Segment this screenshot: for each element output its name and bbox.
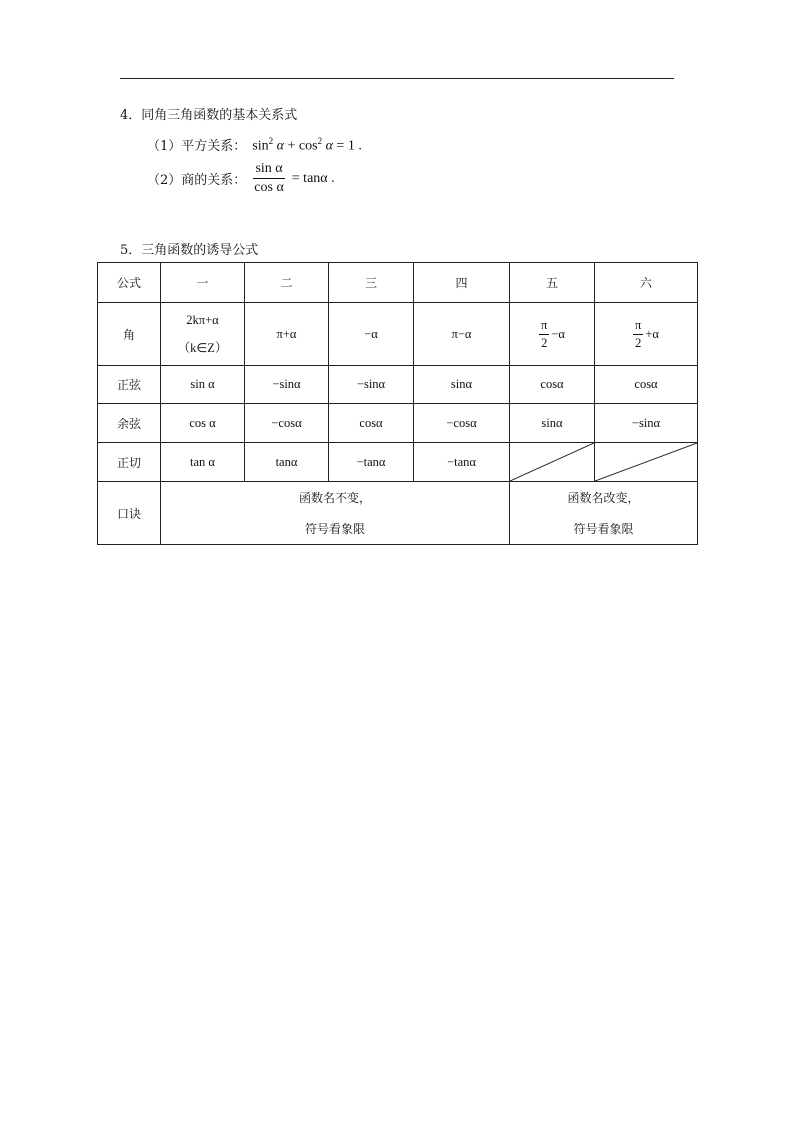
angle-cell xyxy=(595,303,698,366)
quotient-numerator: sin α xyxy=(253,161,284,179)
sine-cell: sin α xyxy=(161,366,245,404)
empty-diagonal-cell xyxy=(595,443,698,482)
section-4-heading: 4．同角三角函数的基本关系式 xyxy=(120,108,298,123)
angle-cell: π−α xyxy=(414,303,510,366)
mnemonic-right-line1: 函数名改变， xyxy=(567,491,640,505)
row-label: 口诀 xyxy=(98,482,161,545)
tangent-cell: −tanα xyxy=(329,443,414,482)
angle-cell: −α xyxy=(329,303,414,366)
tangent-cell: tan α xyxy=(161,443,245,482)
mnemonic-left-cell xyxy=(161,482,510,545)
row-label: 角 xyxy=(98,303,161,366)
header-cell: 公式 xyxy=(98,263,161,303)
header-cell: 一 xyxy=(161,263,245,303)
pi-numerator: π xyxy=(539,318,549,335)
angle-one-top: 2kπ+α xyxy=(186,312,219,327)
quotient-relation-label: （2）商的关系： xyxy=(147,173,247,188)
table-row-sine xyxy=(98,366,698,404)
angle-cell xyxy=(161,303,245,366)
angle-cell xyxy=(510,303,595,366)
angle-tail: −α xyxy=(551,326,565,341)
cosine-cell: cos α xyxy=(161,404,245,443)
table-row-tangent xyxy=(98,443,698,482)
table-row-mnemonic xyxy=(98,482,698,545)
header-cell: 五 xyxy=(510,263,595,303)
pi-denominator: 2 xyxy=(541,335,548,350)
tangent-cell: tanα xyxy=(245,443,329,482)
square-relation-line xyxy=(147,135,362,155)
cosine-cell: −sinα xyxy=(595,404,698,443)
header-cell: 三 xyxy=(329,263,414,303)
table-row-angle xyxy=(98,303,698,366)
sine-cell: cosα xyxy=(595,366,698,404)
row-label: 余弦 xyxy=(98,404,161,443)
quotient-rhs: = tanα . xyxy=(291,170,335,186)
tangent-cell: −tanα xyxy=(414,443,510,482)
table-row-cosine xyxy=(98,404,698,443)
angle-cell: π+α xyxy=(245,303,329,366)
mnemonic-right-line2: 符号看象限 xyxy=(573,522,634,536)
induction-formula-table xyxy=(97,262,698,545)
header-cell: 四 xyxy=(414,263,510,303)
pi-numerator: π xyxy=(633,318,643,335)
cosine-cell: −cosα xyxy=(414,404,510,443)
angle-one-bottom: （k∈Z） xyxy=(177,340,228,355)
diagonal-slash-icon xyxy=(510,443,594,481)
pi-denominator: 2 xyxy=(635,335,642,350)
sine-cell: sinα xyxy=(414,366,510,404)
square-relation-label: （1）平方关系： xyxy=(147,139,247,154)
section-5-heading: 5．三角函数的诱导公式 xyxy=(120,243,259,258)
table-row-header xyxy=(98,263,698,303)
square-relation-formula: $\sin^2 \alpha + \cos^2 \alpha = 1$ . xyxy=(252,136,362,154)
mnemonic-left-line2: 符号看象限 xyxy=(304,522,365,536)
sine-cell: −sinα xyxy=(329,366,414,404)
header-cell: 二 xyxy=(245,263,329,303)
row-label: 正切 xyxy=(98,443,161,482)
sine-cell: cosα xyxy=(510,366,595,404)
quotient-fraction xyxy=(252,161,286,196)
header-rule xyxy=(120,78,674,79)
mnemonic-left-line1: 函数名不变， xyxy=(298,491,371,505)
header-cell: 六 xyxy=(595,263,698,303)
mnemonic-right-cell xyxy=(510,482,698,545)
row-label: 正弦 xyxy=(98,366,161,404)
empty-diagonal-cell xyxy=(510,443,595,482)
sine-cell: −sinα xyxy=(245,366,329,404)
quotient-denominator: cos α xyxy=(254,180,284,195)
diagonal-slash-icon xyxy=(595,443,697,481)
angle-tail: +α xyxy=(645,326,659,341)
quotient-relation-line xyxy=(147,161,335,196)
cosine-cell: cosα xyxy=(329,404,414,443)
cosine-cell: sinα xyxy=(510,404,595,443)
cosine-cell: −cosα xyxy=(245,404,329,443)
